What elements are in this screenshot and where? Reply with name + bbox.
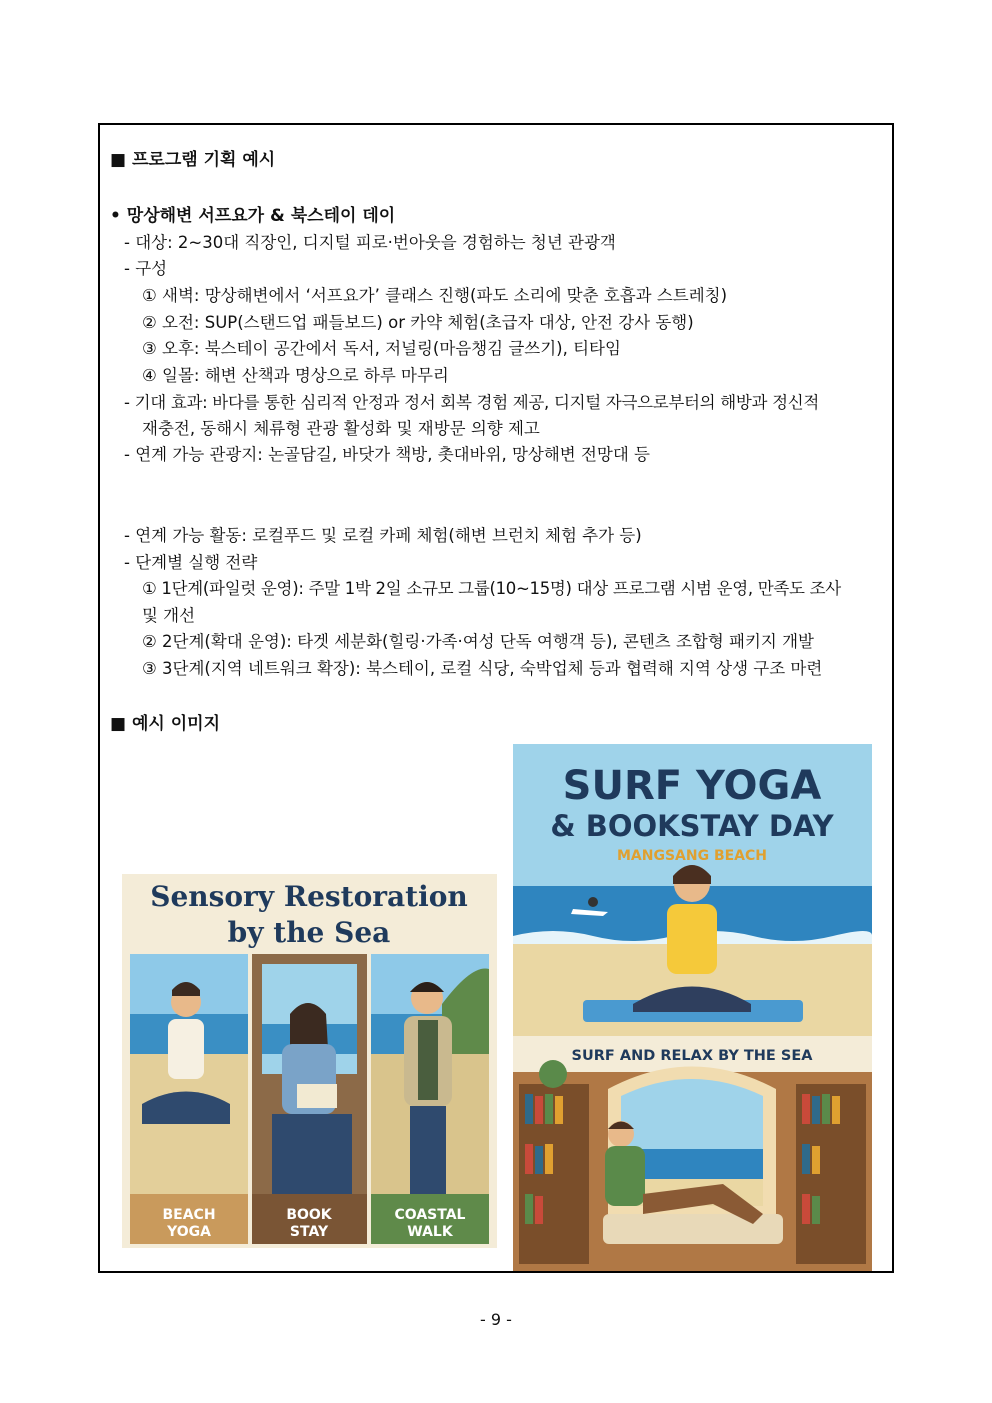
section-heading-program: ■ 프로그램 기획 예시 [110,150,276,170]
surf-subtitle: MANGSANG BEACH [616,848,768,864]
strategy-label: - 단계별 실행 전략 [124,553,258,572]
panel2-label-2: STAY [289,1224,329,1240]
phase-1: ① 1단계(파일럿 운영): 주말 1박 2일 소규모 그룹(10~15명) 대상 프로그램 시범 운영, 만족도 조사 [142,579,841,598]
panel1-label-1: BEACH [162,1207,216,1223]
phase-3: ③ 3단계(지역 네트워크 확장): 북스테이, 로컬 식당, 숙박업체 등과 협력해 지역 상생 구조 마련 [142,659,823,678]
poster-title-line2: by the Sea [227,916,391,949]
surf-title-line1: SURF YOGA [562,763,822,809]
panel1-label-2: YOGA [167,1224,211,1240]
step-dawn: ① 새벽: 망상해변에서 ‘서프요가’ 클래스 진행(파도 소리에 맞춘 호흡과 스트레칭) [142,286,728,305]
step-sunset: ④ 일몰: 해변 산책과 명상으로 하루 마무리 [142,366,449,385]
linked-activities: - 연계 가능 활동: 로컬푸드 및 로컬 카페 체험(해변 브런치 체험 추가 등) [124,526,642,545]
panel-beach-yoga [130,954,248,1244]
composition-label: - 구성 [124,259,168,278]
section-heading-images: ■ 예시 이미지 [110,714,221,734]
panel-coastal-walk [371,954,489,1244]
poster-title-line1: Sensory Restoration [150,880,468,913]
surf-yoga-poster [513,744,872,1271]
sensory-restoration-poster [122,874,497,1248]
linked-spots: - 연계 가능 관광지: 논골담길, 바닷가 책방, 촛대바위, 망상해변 전망대 등 [124,445,650,464]
program-title: • 망상해변 서프요가 & 북스테이 데이 [110,206,396,226]
program-target: - 대상: 2~30대 직장인, 디지털 피로·번아웃을 경험하는 청년 관광객 [124,233,616,252]
expected-effect-cont: 재충전, 동해시 체류형 관광 활성화 및 재방문 의향 제고 [142,419,540,438]
phase-2: ② 2단계(확대 운영): 타겟 세분화(힐링·가족·여성 단독 여행객 등), 콘텐츠 조합형 패키지 개발 [142,632,814,651]
panel3-label-1: COASTAL [394,1207,466,1223]
panel2-label-1: BOOK [286,1207,332,1223]
step-morning: ② 오전: SUP(스탠드업 패들보드) or 카약 체험(초급자 대상, 안전 강사 동행) [142,313,694,332]
panel3-label-2: WALK [407,1224,453,1240]
expected-effect: - 기대 효과: 바다를 통한 심리적 안정과 정서 회복 경험 제공, 디지털 자극으로부터의 해방과 정신적 [124,393,820,412]
page-number: - 9 - [480,1310,512,1329]
surf-title-line2: & BOOKSTAY DAY [550,809,834,843]
step-afternoon: ③ 오후: 북스테이 공간에서 독서, 저널링(마음챙김 글쓰기), 티타임 [142,339,621,358]
panel-book-stay [252,954,367,1244]
surf-banner: SURF AND RELAX BY THE SEA [571,1048,813,1064]
phase-1-cont: 및 개선 [142,606,196,625]
